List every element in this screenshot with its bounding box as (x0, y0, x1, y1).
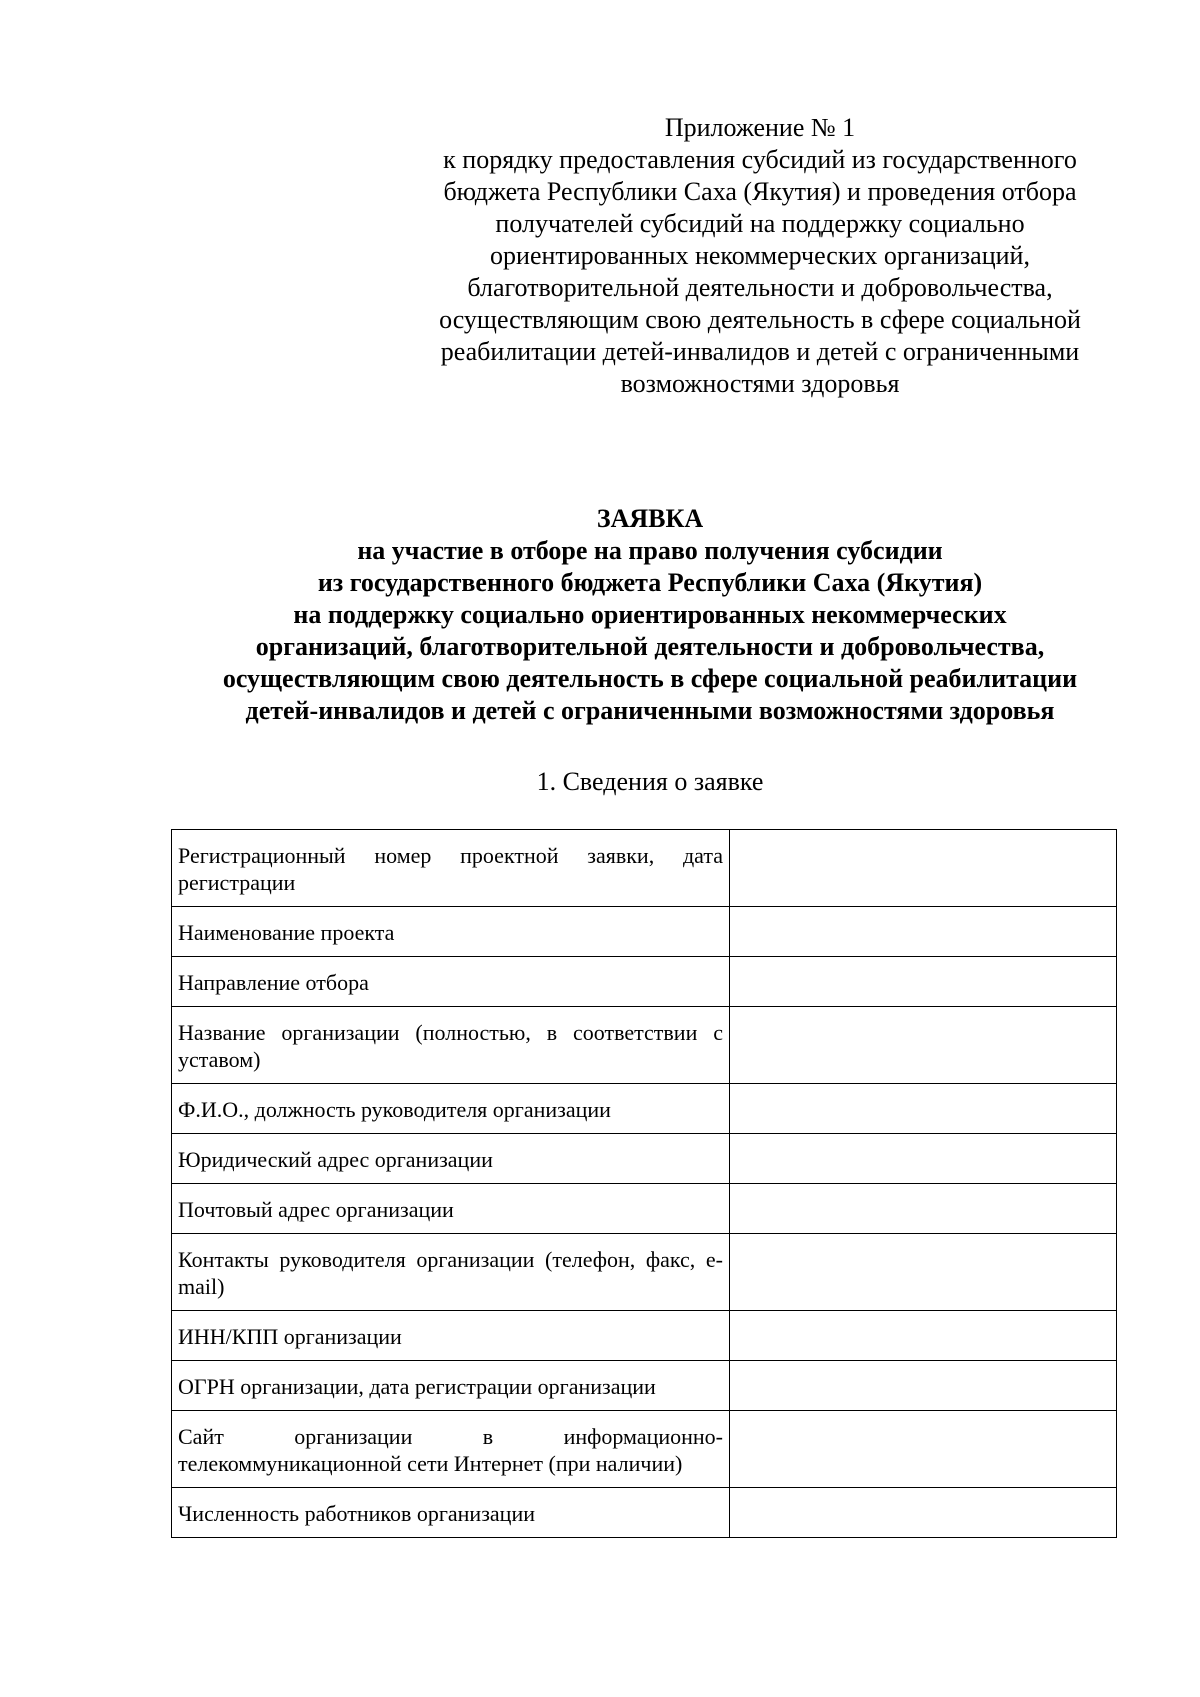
table-row (172, 1234, 1117, 1311)
row-label: Численность работников организации (172, 1488, 730, 1538)
table-row (172, 1084, 1117, 1134)
row-value-field[interactable] (730, 1311, 1117, 1361)
table-row (172, 957, 1117, 1007)
row-value-field[interactable] (730, 1361, 1117, 1411)
row-label: Ф.И.О., должность руководителя организации (172, 1084, 730, 1134)
row-label: ИНН/КПП организации (172, 1311, 730, 1361)
row-value-field[interactable] (730, 907, 1117, 957)
table-row (172, 1361, 1117, 1411)
row-value-field[interactable] (730, 957, 1117, 1007)
row-value-field[interactable] (730, 1084, 1117, 1134)
appendix-number: Приложение № 1 (664, 113, 856, 142)
appendix-line: к порядку предоставления субсидий из государственного (443, 145, 1077, 174)
appendix-line: осуществляющим свою деятельность в сфере социальной (439, 305, 1081, 334)
document-subtitle-line: на участие в отборе на право получения субсидии (357, 536, 943, 565)
row-label: Регистрационный номер проектной заявки, дата регистрации (172, 830, 730, 907)
row-value-field[interactable] (730, 1234, 1117, 1311)
row-value-field[interactable] (730, 830, 1117, 907)
section-title: 1. Сведения о заявке (536, 767, 764, 796)
document-subtitle-line: детей-инвалидов и детей с ограниченными возможностями здоровья (245, 696, 1055, 725)
row-label: Почтовый адрес организации (172, 1184, 730, 1234)
appendix-line: бюджета Республики Саха (Якутия) и проведения отбора (443, 177, 1077, 206)
row-value-field[interactable] (730, 1007, 1117, 1084)
row-label: Контакты руководителя организации (телефон, факс, e-mail) (172, 1234, 730, 1311)
row-label: ОГРН организации, дата регистрации организации (172, 1361, 730, 1411)
row-label: Юридический адрес организации (172, 1134, 730, 1184)
row-value-field[interactable] (730, 1411, 1117, 1488)
document-heading (120, 503, 1180, 727)
appendix-line: возможностями здоровья (620, 369, 900, 398)
document-subtitle-line: организаций, благотворительной деятельности и добровольчества, (255, 632, 1045, 661)
appendix-line: реабилитации детей-инвалидов и детей с ограниченными (440, 337, 1080, 366)
table-row (172, 1488, 1117, 1538)
table-row (172, 1007, 1117, 1084)
row-label: Сайт организации в информационно-телекоммуникационной сети Интернет (при наличии) (172, 1411, 730, 1488)
table-row (172, 1311, 1117, 1361)
document-subtitle-line: осуществляющим свою деятельность в сфере социальной реабилитации (222, 664, 1078, 693)
document-subtitle-line: из государственного бюджета Республики Саха (Якутия) (317, 568, 983, 597)
appendix-header (400, 112, 1120, 400)
application-info-table (171, 829, 1117, 1538)
table-row (172, 1134, 1117, 1184)
row-label: Название организации (полностью, в соответствии с уставом) (172, 1007, 730, 1084)
document-subtitle-line: на поддержку социально ориентированных некоммерческих (293, 600, 1007, 629)
row-label: Наименование проекта (172, 907, 730, 957)
table-row (172, 830, 1117, 907)
document-title: ЗАЯВКА (596, 504, 704, 533)
row-label: Направление отбора (172, 957, 730, 1007)
table-row (172, 1411, 1117, 1488)
table-row (172, 907, 1117, 957)
appendix-line: благотворительной деятельности и добровольчества, (467, 273, 1053, 302)
appendix-line: получателей субсидий на поддержку социально (495, 209, 1025, 238)
appendix-line: ориентированных некоммерческих организаций, (490, 241, 1030, 270)
row-value-field[interactable] (730, 1184, 1117, 1234)
row-value-field[interactable] (730, 1134, 1117, 1184)
table-row (172, 1184, 1117, 1234)
row-value-field[interactable] (730, 1488, 1117, 1538)
